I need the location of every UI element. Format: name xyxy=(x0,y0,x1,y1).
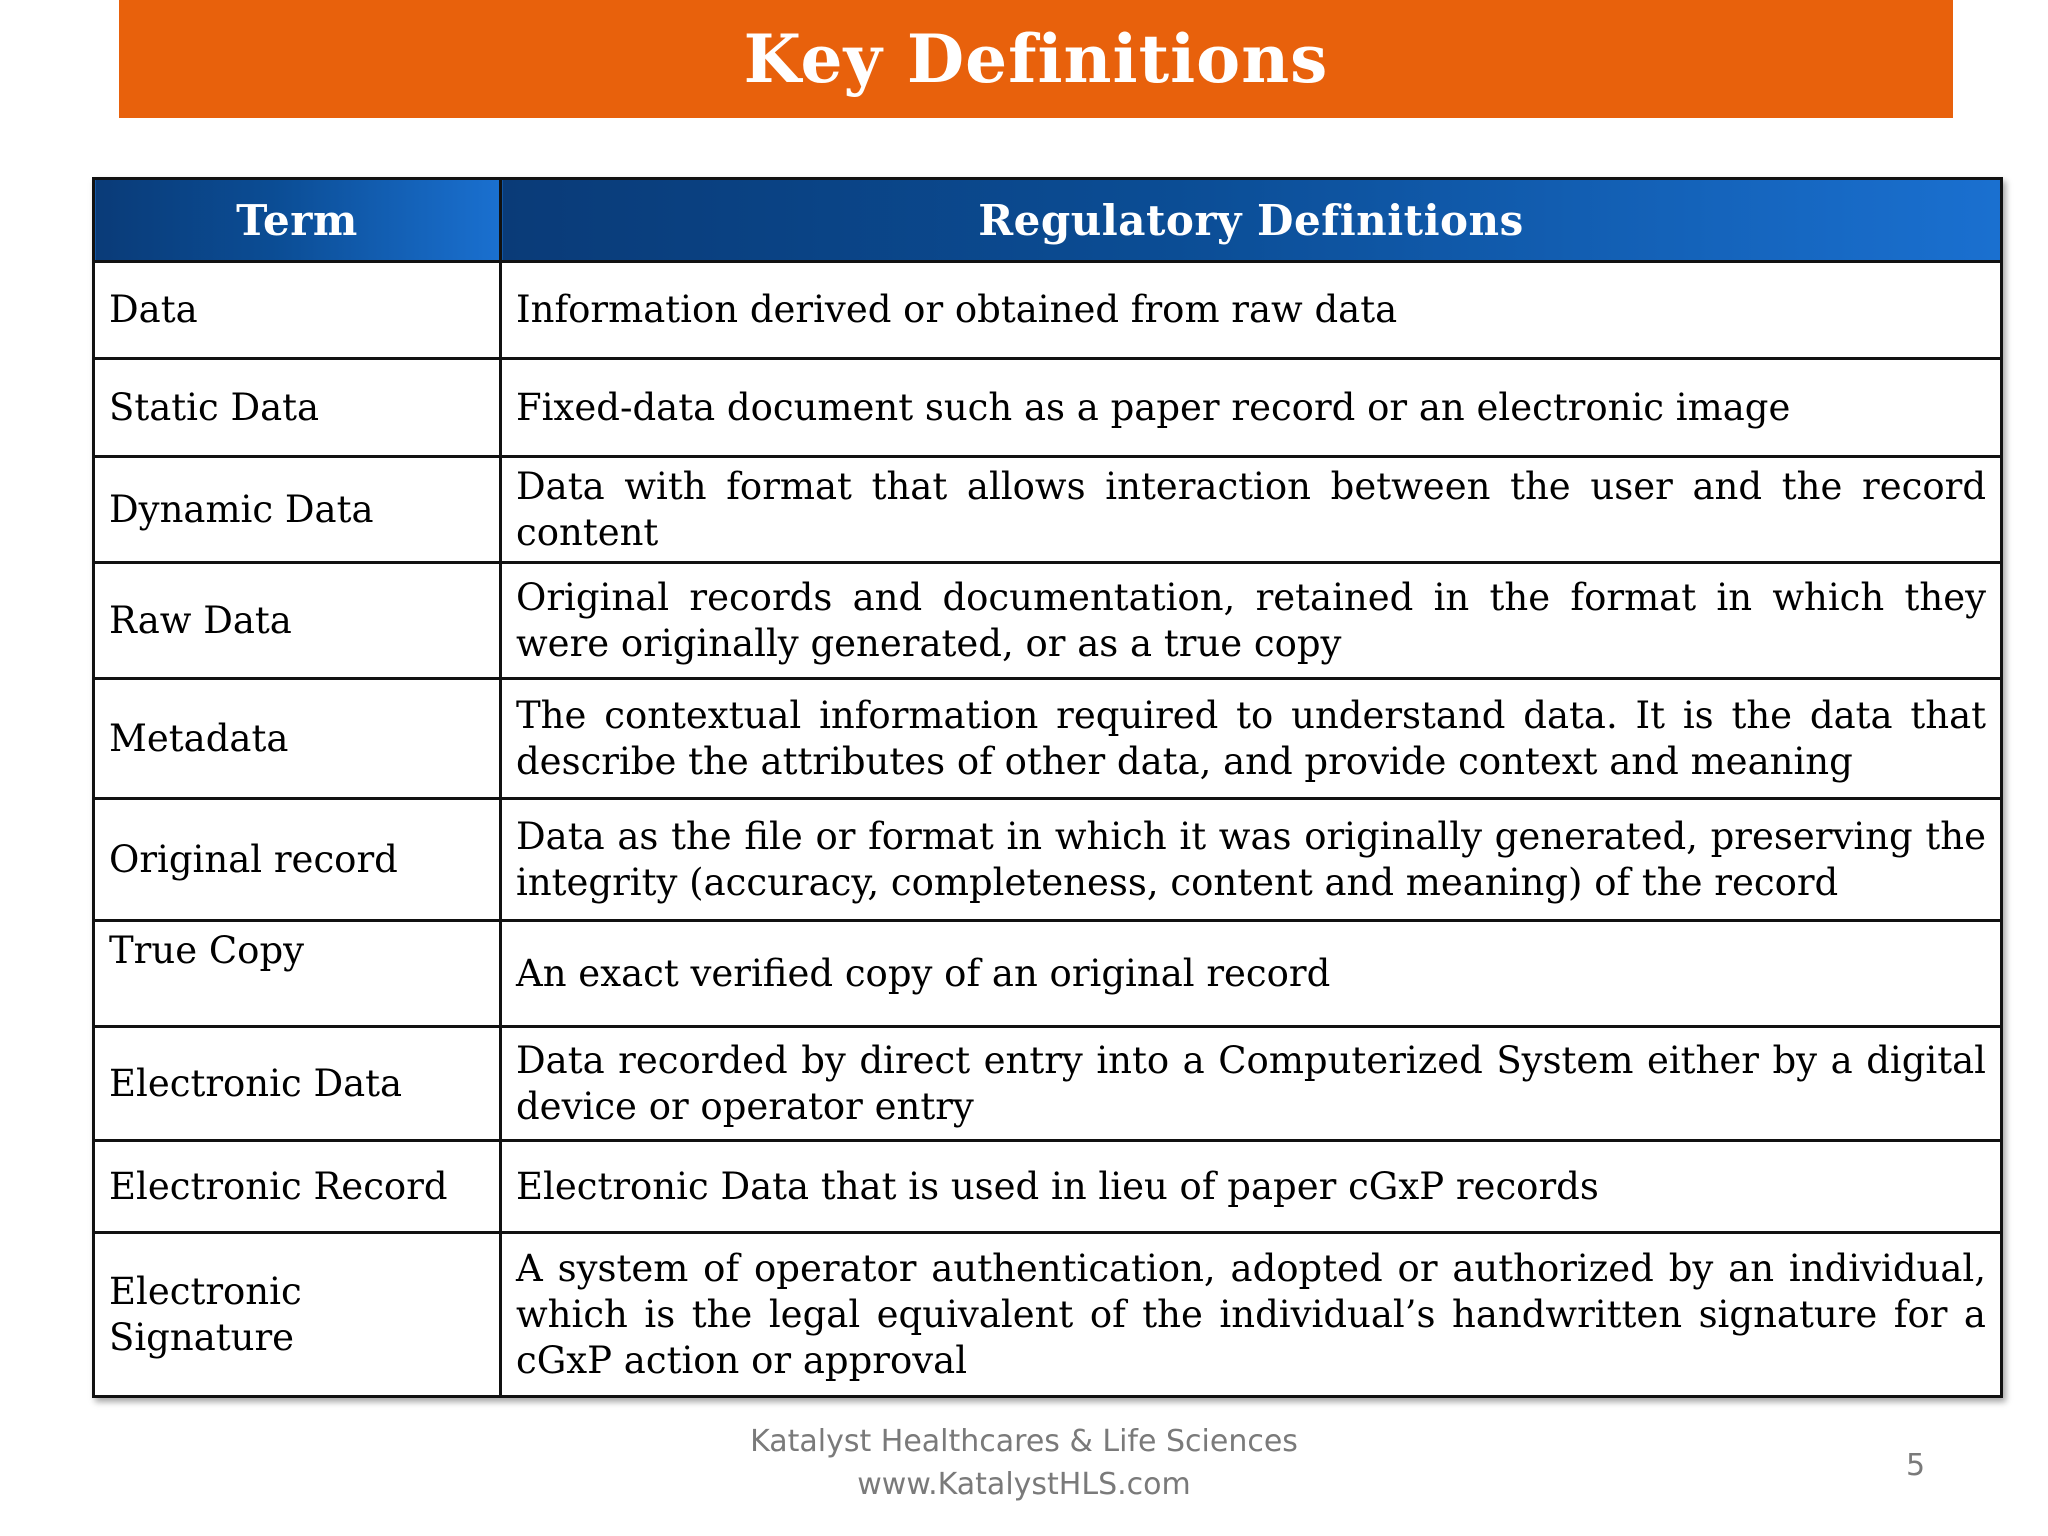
table-row xyxy=(94,1027,2002,1141)
definitions-table xyxy=(92,177,2003,1398)
table-row xyxy=(94,359,2002,457)
term-cell: Original record xyxy=(94,799,501,921)
table-row xyxy=(94,1233,2002,1397)
column-header-definition: Regulatory Definitions xyxy=(501,179,2002,262)
term-cell: True Copy xyxy=(94,921,501,1027)
definition-cell: Fixed-data document such as a paper record or an electronic image xyxy=(501,359,2002,457)
table-row xyxy=(94,1141,2002,1233)
table-row xyxy=(94,679,2002,799)
table-row xyxy=(94,799,2002,921)
term-cell: Static Data xyxy=(94,359,501,457)
term-cell: Electronic Record xyxy=(94,1141,501,1233)
term-cell: Raw Data xyxy=(94,563,501,679)
term-cell: Electronic Signature xyxy=(94,1233,501,1397)
table-row xyxy=(94,563,2002,679)
table-row xyxy=(94,921,2002,1027)
definition-cell: Original records and documentation, retained in the format in which they were originally generated, or as a true copy xyxy=(501,563,2002,679)
term-cell: Electronic Data xyxy=(94,1027,501,1141)
column-header-term: Term xyxy=(94,179,501,262)
definition-cell: The contextual information required to understand data. It is the data that describe the attributes of other data, and provide context and meaning xyxy=(501,679,2002,799)
title-banner xyxy=(119,0,1953,118)
term-cell: Dynamic Data xyxy=(94,457,501,563)
slide-title: Key Definitions xyxy=(743,20,1329,98)
footer-company: Katalyst Healthcares & Life Sciences xyxy=(750,1424,1298,1459)
definition-cell: Data as the file or format in which it was originally generated, preserving the integrity (accuracy, completeness, content and meaning) of the record xyxy=(501,799,2002,921)
footer-website: www.KatalystHLS.com xyxy=(857,1467,1191,1502)
definition-cell: Information derived or obtained from raw data xyxy=(501,262,2002,359)
table-header-row xyxy=(94,179,2002,262)
term-cell: Metadata xyxy=(94,679,501,799)
table-row xyxy=(94,262,2002,359)
definition-cell: Electronic Data that is used in lieu of paper cGxP records xyxy=(501,1141,2002,1233)
table-row xyxy=(94,457,2002,563)
definition-cell: A system of operator authentication, adopted or authorized by an individual, which is the legal equivalent of the individual’s handwritten signature for a cGxP action or approval xyxy=(501,1233,2002,1397)
term-cell: Data xyxy=(94,262,501,359)
definition-cell: Data with format that allows interaction between the user and the record content xyxy=(501,457,2002,563)
page-number: 5 xyxy=(1906,1448,1926,1483)
definition-cell: Data recorded by direct entry into a Computerized System either by a digital device or operator entry xyxy=(501,1027,2002,1141)
definition-cell: An exact verified copy of an original record xyxy=(501,921,2002,1027)
